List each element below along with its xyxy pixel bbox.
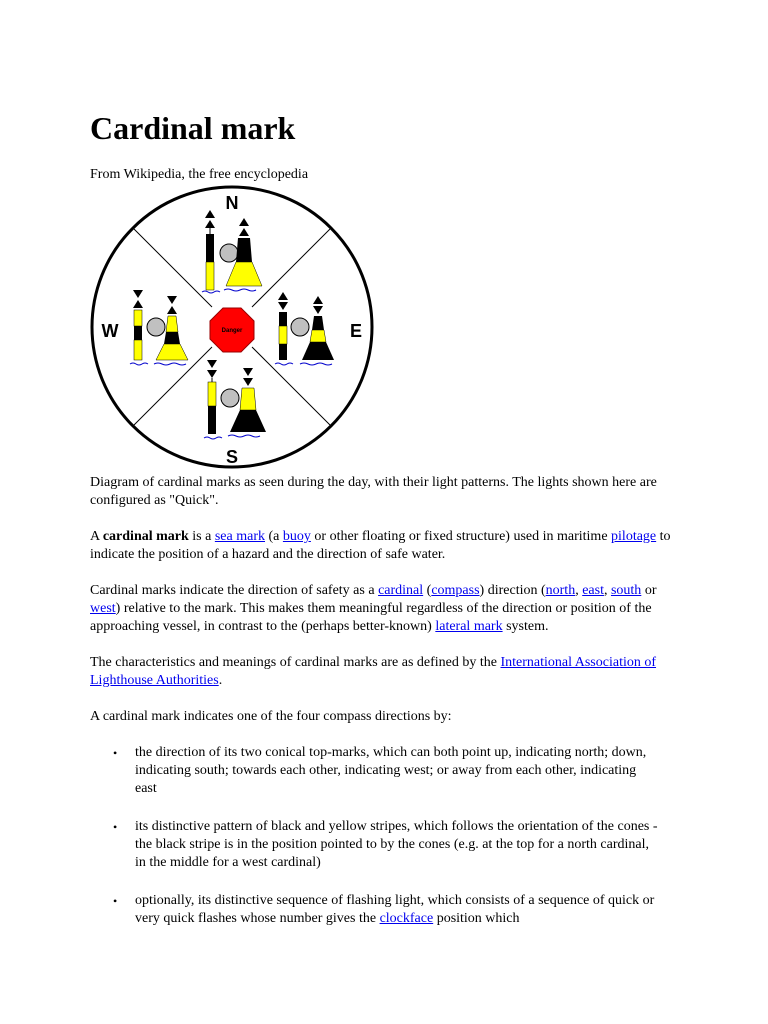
link-buoy[interactable]: buoy <box>282 529 311 544</box>
site-tagline: From Wikipedia, the free encyclopedia <box>90 167 309 182</box>
link-compass[interactable]: compass <box>431 583 480 598</box>
link-sea-mark[interactable]: sea mark <box>214 529 266 544</box>
danger-label: Danger <box>221 328 243 334</box>
bullet-icon: • <box>113 894 118 908</box>
link-pilotage[interactable]: pilotage <box>611 529 657 544</box>
compass-label-south: S <box>225 447 239 467</box>
figure-caption: Diagram of cardinal marks as seen during the day, with their light patterns. The lights shown here are configured as "Quick". <box>90 475 657 508</box>
link-west[interactable]: west <box>90 601 116 616</box>
list-item: • the direction of its two conical top-marks, which can both point up, indicating north; down, indicating south; towards each other, indicating west; or away from each other, indicating east <box>113 745 647 796</box>
link-north[interactable]: north <box>545 583 576 598</box>
compass-intro-paragraph: A cardinal mark indicates one of the four compass directions by: <box>90 709 452 724</box>
direction-paragraph: Cardinal marks indicate the direction of safety as a cardinal (compass) direction (north, east, south or west) relative to the mark. This makes them meaningful regardless of the direction or position of the approaching vessel, in contrast to the (perhaps better-known) lateral mark system. <box>90 583 657 634</box>
link-east[interactable]: east <box>582 583 604 598</box>
term-bold: cardinal mark <box>102 529 189 544</box>
link-iala[interactable]: International Association of Lighthouse Authorities <box>90 655 657 688</box>
compass-label-north: N <box>225 193 239 213</box>
link-cardinal[interactable]: cardinal <box>378 583 424 598</box>
link-south[interactable]: south <box>610 583 642 598</box>
bullet-icon: • <box>113 820 118 834</box>
cardinal-marks-diagram <box>90 184 374 470</box>
list-item: • its distinctive pattern of black and yellow stripes, which follows the orientation of the cones - the black stripe is in the position pointed to by the cones (e.g. at the top for a north cardinal, in the middle for a west cardinal) <box>113 819 658 870</box>
list-item: • optionally, its distinctive sequence of flashing light, which consists of a sequence of quick or very quick flashes whose number gives the clockface position which <box>113 893 655 926</box>
link-lateral-mark[interactable]: lateral mark <box>435 619 503 634</box>
intro-paragraph: A cardinal mark is a sea mark (a buoy or other floating or fixed structure) used in maritime pilotage to indicate the position of a hazard and the direction of safe water. <box>90 529 671 562</box>
compass-label-east: E <box>349 321 363 341</box>
compass-label-west: W <box>101 321 119 341</box>
link-clockface[interactable]: clockface <box>379 911 434 926</box>
page-title: Cardinal mark <box>90 110 296 146</box>
bullet-icon: • <box>113 746 118 760</box>
iala-paragraph: The characteristics and meanings of cardinal marks are as defined by the International Association of Lighthouse Authorities. <box>90 655 657 688</box>
